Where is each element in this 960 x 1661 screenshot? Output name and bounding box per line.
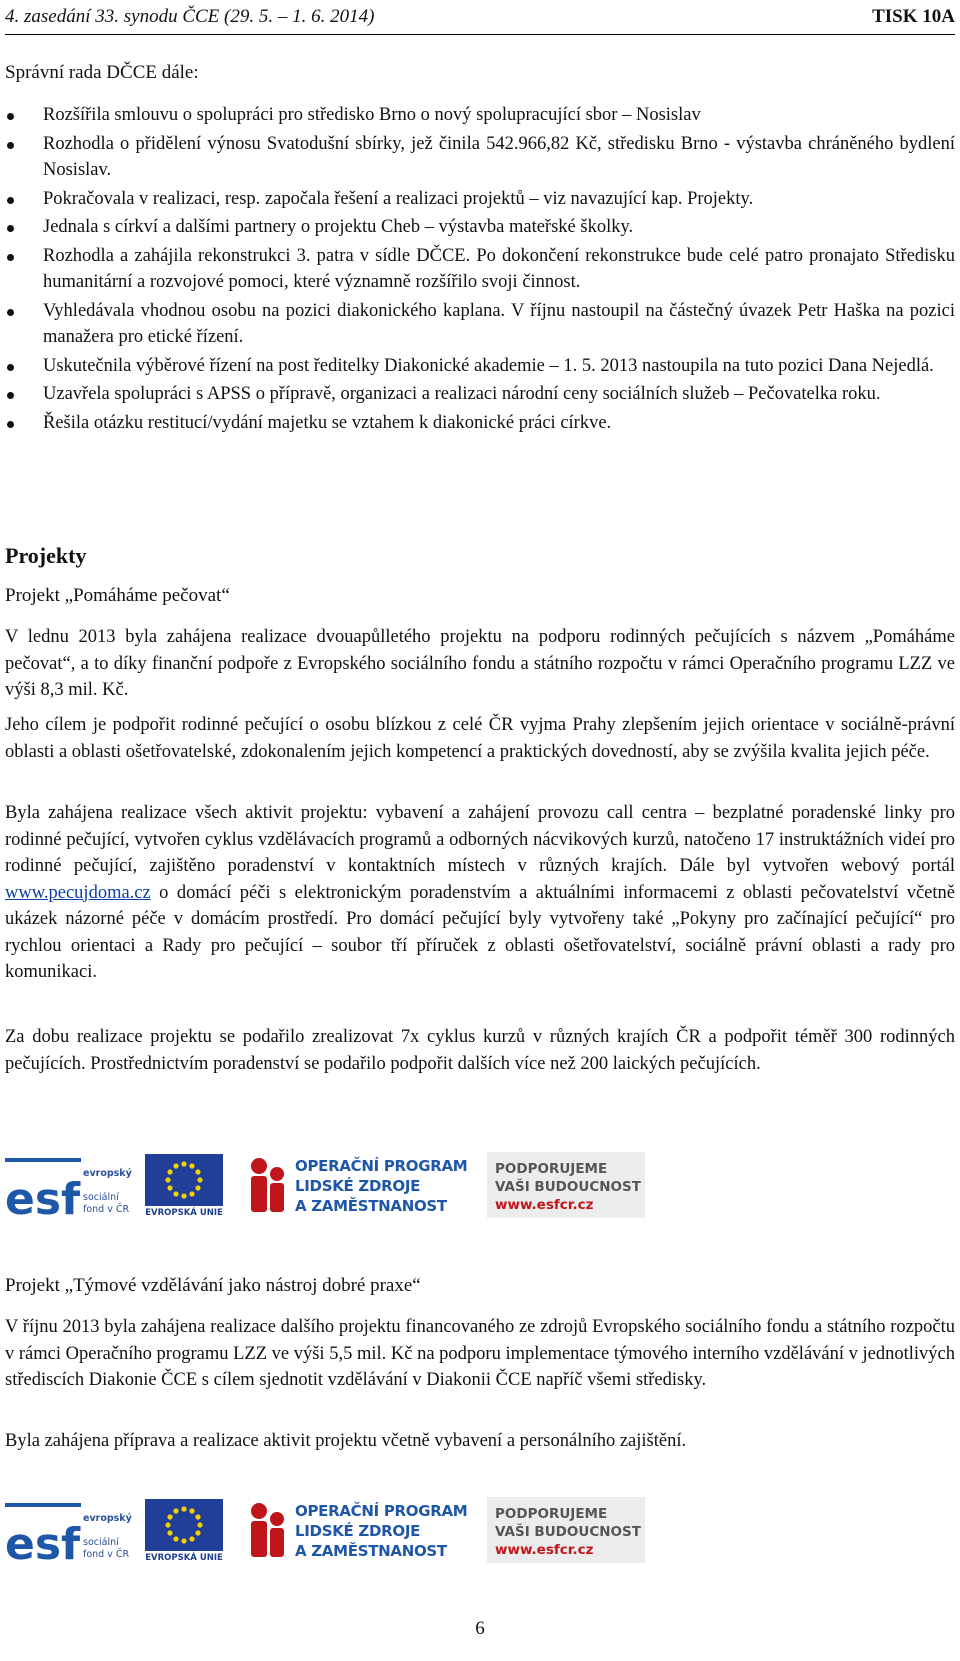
project1-paragraph-2: Jeho cílem je podpořit rodinné pečující o osobu blízkou z celé ČR vyjma Prahy zlepšením jejich orientace v sociálně-právní oblasti a oblasti ošetřovatelské, zdokonalením jejich kompetencí a praktických dovedností, aby se zvýšila kvalita jejich péče. [5, 715, 955, 762]
header-divider [5, 34, 955, 35]
bullet-icon [7, 421, 14, 428]
esf-logo: esf evropský sociální fond v ČR [5, 1154, 135, 1220]
bullet-icon [7, 309, 14, 316]
eu-flag-icon [139, 1154, 229, 1208]
project2-paragraph-2: Byla zahájena příprava a realizace aktivit projektu včetně vybavení a personálního zajištění. [5, 1431, 687, 1451]
funding-logos [5, 1495, 645, 1567]
pecujdoma-link[interactable]: www.pecujdoma.cz [5, 882, 151, 903]
intro-text: Správní rada DČCE dále: [5, 62, 199, 83]
list-item: Jednala s církví a dalšími partnery o projektu Cheb – výstavba mateřské školky. [5, 214, 955, 241]
funding-logos [5, 1150, 645, 1222]
eu-flag-logo: EVROPSKÁ UNIE [139, 1499, 229, 1565]
list-item: Uskutečnila výběrové řízení na post ředitelky Diakonické akademie – 1. 5. 2013 nastoupila na tuto pozici Dana Nejedlá. [5, 353, 955, 380]
list-item: Pokračovala v realizaci, resp. započala řešení a realizaci projektů – viz navazující kap. Projekty. [5, 186, 955, 213]
bullet-icon [7, 142, 14, 149]
people-icon [245, 1152, 289, 1216]
esf-logo: esf evropský sociální fond v ČR [5, 1499, 135, 1565]
list-item: Vyhledávala vhodnou osobu na pozici diakonického kaplana. V říjnu nastoupil na částečný úvazek Petr Haška na pozici manažera pro etické řízení. [5, 298, 955, 351]
header-session: 4. zasedání 33. synodu ČCE (29. 5. – 1. 6. 2014) [5, 6, 375, 27]
people-icon [245, 1497, 289, 1561]
svg-text:esf: esf [5, 1519, 81, 1565]
project2-title: Projekt „Týmové vzdělávání jako nástroj dobré praxe“ [5, 1275, 421, 1296]
list-item: Rozhodla o přidělení výnosu Svatodušní sbírky, jež činila 542.966,82 Kč, středisku Brno - výstavba chráněného bydlení Nosislav. [5, 131, 955, 184]
page-number: 6 [475, 1618, 485, 1639]
svg-text:esf: esf [5, 1174, 81, 1220]
eu-flag-icon [139, 1499, 229, 1553]
list-item: Řešila otázku restitucí/vydání majetku se vztahem k diakonické práci církve. [5, 410, 955, 437]
bullet-icon [7, 254, 14, 261]
bullet-icon [7, 225, 14, 232]
esfcr-logo: PODPORUJEME VAŠI BUDOUCNOST www.esfcr.cz [487, 1497, 645, 1563]
eu-flag-logo: EVROPSKÁ UNIE [139, 1154, 229, 1220]
bullet-icon [7, 364, 14, 371]
header-print-number: TISK 10A [872, 6, 955, 27]
page-header [5, 6, 955, 32]
bullet-icon [7, 197, 14, 204]
bullet-list [5, 102, 955, 438]
list-item: Rozšířila smlouvu o spolupráci pro středisko Brno o nový spolupracující sbor – Nosislav [5, 102, 955, 129]
esfcr-logo: PODPORUJEME VAŠI BUDOUCNOST www.esfcr.cz [487, 1152, 645, 1218]
list-item: Rozhodla a zahájila rekonstrukci 3. patra v sídle DČCE. Po dokončení rekonstrukce bude celé patro pronajato Středisku humanitární a rozvojové pomoci, které významně rozšířilo svoji činnost. [5, 243, 955, 296]
bullet-icon [7, 113, 14, 120]
projects-heading: Projekty [5, 543, 87, 568]
op-lzz-logo: OPERAČNÍ PROGRAM LIDSKÉ ZDROJE A ZAMĚSTNANOST [245, 1497, 485, 1563]
op-lzz-logo: OPERAČNÍ PROGRAM LIDSKÉ ZDROJE A ZAMĚSTNANOST [245, 1152, 485, 1218]
project1-paragraph-4: Za dobu realizace projektu se podařilo zrealizovat 7x cyklus kurzů v různých krajích ČR a podpořit téměř 300 rodinných pečujících. Prostřednictvím poradenství se podařilo podpořit dalších více než 200 laických pečujících. [5, 1027, 955, 1074]
project1-paragraph-1: V lednu 2013 byla zahájena realizace dvouapůlletého projektu na podporu rodinných pečujících s názvem „Pomáháme pečovat“, a to díky finanční podpoře z Evropského sociálního fondu a státního rozpočtu v rámci Operačního programu LZZ ve výši 8,3 mil. Kč. [5, 627, 955, 700]
bullet-icon [7, 392, 14, 399]
list-item: Uzavřela spolupráci s APSS o přípravě, organizaci a realizaci národní ceny sociálních služeb – Pečovatelka roku. [5, 381, 955, 408]
project1-title: Projekt „Pomáháme pečovat“ [5, 585, 230, 606]
project1-paragraph-3: Byla zahájena realizace všech aktivit projektu: vybavení a zahájení provozu call centra – bezplatné poradenské linky pro rodinné pečující, vytvořen cyklus vzdělávacích programů a odborných nácvikových kurzů, natočeno 17 instruktážních videí pro rodinné pečující, zajištěno poradenství v kontaktních místech v různých krajích. Dále byl vytvořen webový portál www.pecujdoma.cz o domácí péči s elektronickým poradenstvím a aktuálními informacemi z oblasti pečovatelství včetně ukázek názorné péče v domácím prostředí. Pro domácí pečující byly vytvořeny také „Pokyny pro začínající pečující“ pro rychlou orientaci a Rady pro pečující – soubor tří příruček z oblasti ošetřovatelství, sociálně právní oblasti a rady pro komunikaci. [5, 803, 955, 982]
project2-paragraph-1: V říjnu 2013 byla zahájena realizace dalšího projektu financovaného ze zdrojů Evropského sociálního fondu a státního rozpočtu v rámci Operačního programu LZZ ve výši 5,5 mil. Kč na podporu implementace týmového interního vzdělávání v jednotlivých střediscích Diakonie ČCE s cílem sjednotit vzdělávání v Diakonii ČCE napříč všemi středisky. [5, 1317, 955, 1390]
